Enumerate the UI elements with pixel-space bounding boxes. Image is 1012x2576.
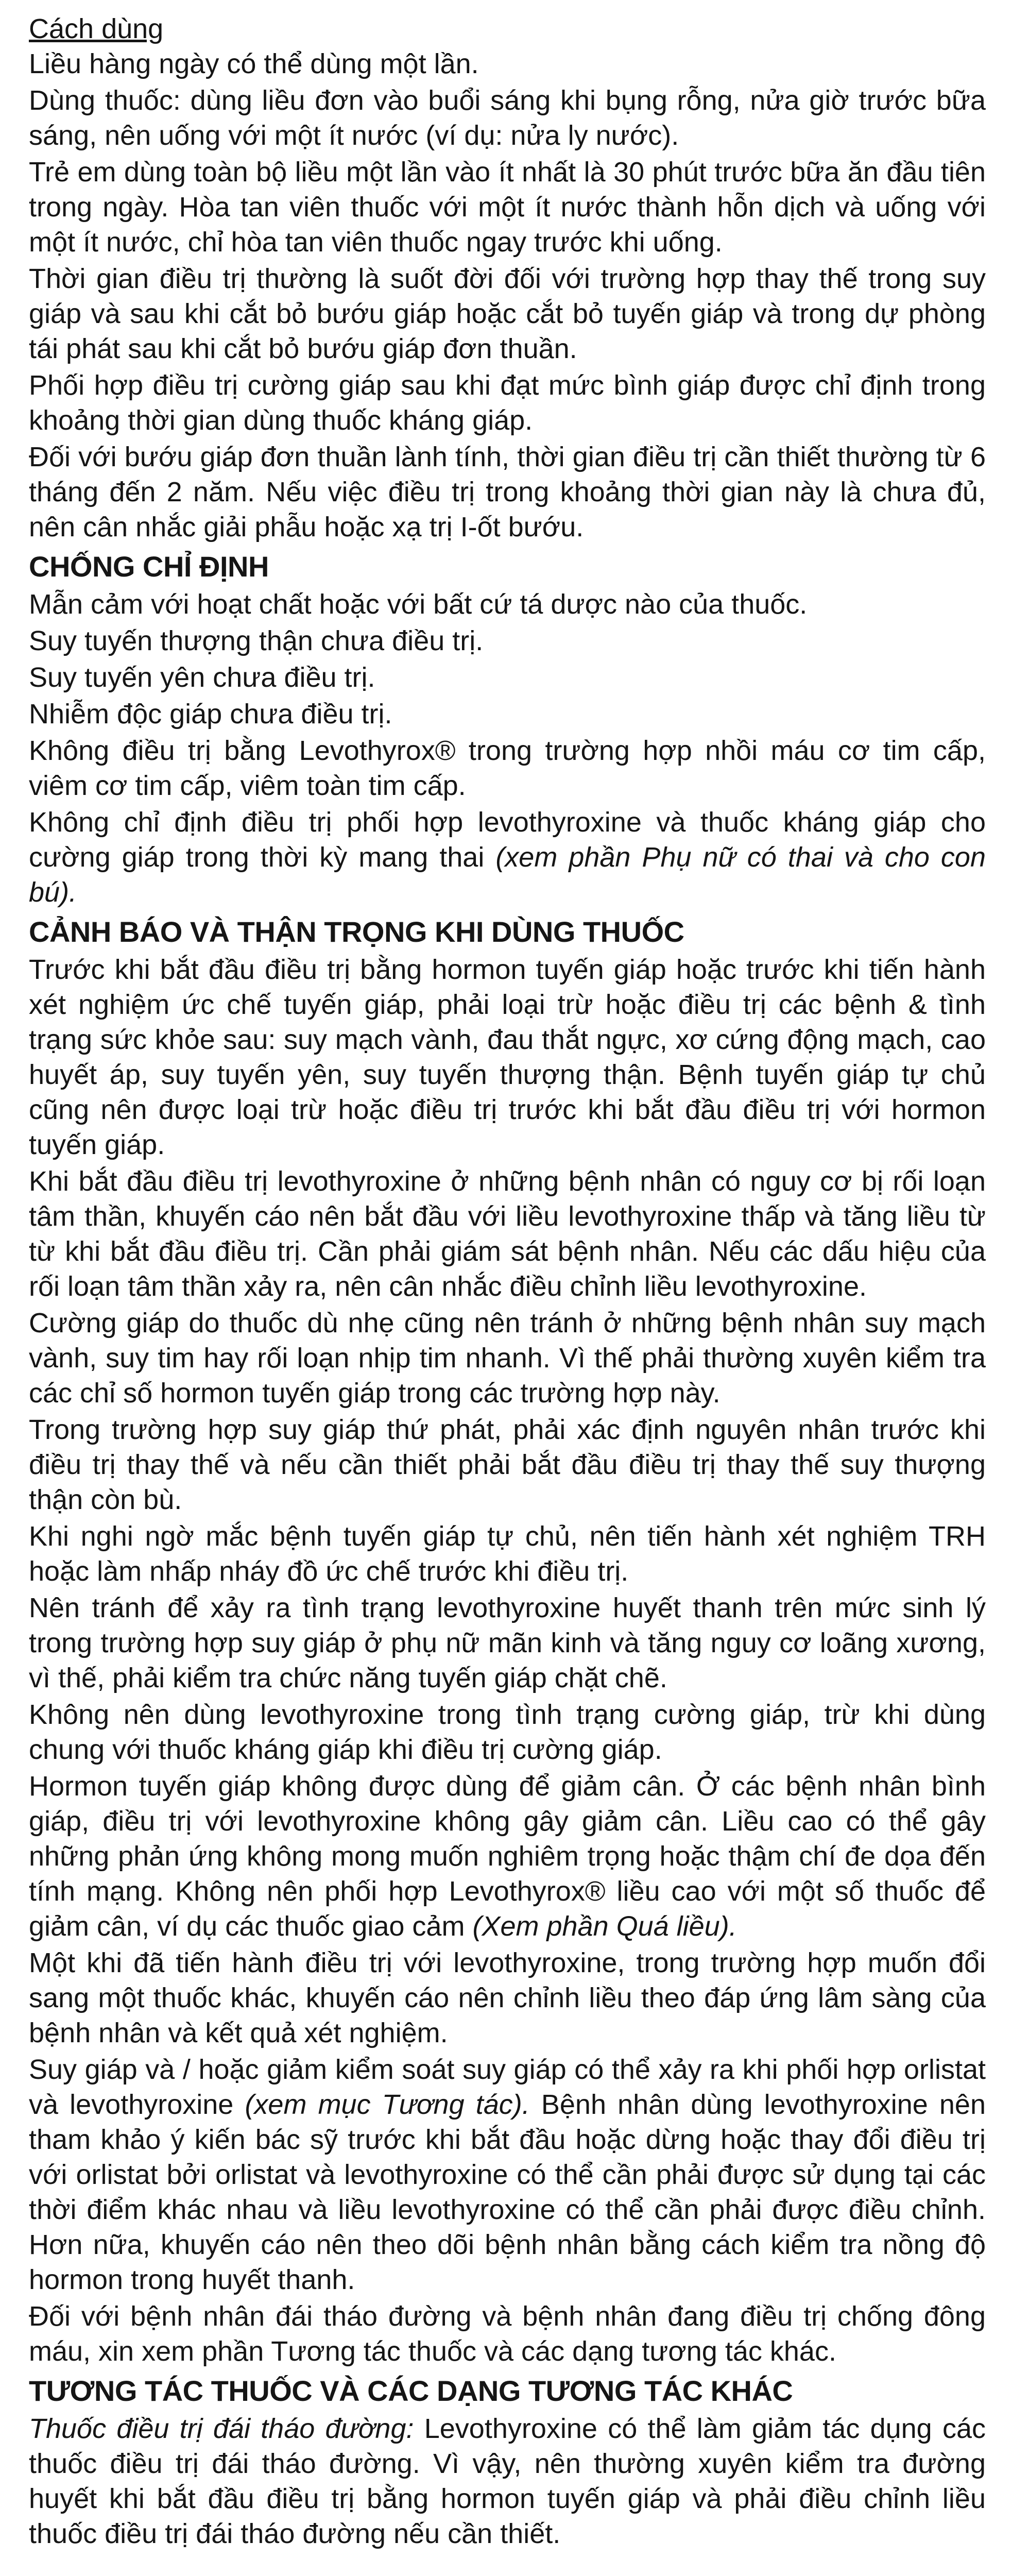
contraindication-6-reference: (xem phần Phụ nữ có thai và cho con bú). xyxy=(29,842,986,908)
warning-paragraph-1: Trước khi bắt đầu điều trị bằng hormon tuyến giáp hoặc trước khi tiến hành xét nghiệm ức chế tuyến giáp, phải loại trừ hoặc điều trị các bệnh & tình trạng sức khỏe sau: suy mạch vành, đau thắt ngực, xơ cứng động mạch, cao huyết áp, suy tuyến yên, suy tuyến thượng thận. Bệnh tuyến giáp tự chủ cũng nên được loại trừ hoặc điều trị trước khi bắt đầu điều trị với hormon tuyến giáp. xyxy=(29,954,986,1160)
usage-paragraph-1: Liều hàng ngày có thể dùng một lần. xyxy=(29,48,479,79)
usage-paragraph-3: Trẻ em dùng toàn bộ liều một lần vào ít nhất là 30 phút trước bữa ăn đầu tiên trong ngày. Hòa tan viên thuốc với một ít nước thành hỗn dịch và uống với một ít nước, chỉ hòa tan viên thuốc ngay trước khi uống. xyxy=(29,157,986,258)
warning-weight-loss xyxy=(29,1769,986,1944)
contraindication-6 xyxy=(29,805,986,910)
contraindication-4: Nhiễm độc giáp chưa điều trị. xyxy=(29,699,392,730)
warning-orlistat-text-1: Suy giáp và / hoặc giảm kiểm soát suy giáp có thể xảy ra khi phối hợp orlistat và levothyroxine xyxy=(29,2054,986,2120)
interactions-heading: TƯƠNG TÁC THUỐC VÀ CÁC DẠNG TƯƠNG TÁC KHÁC xyxy=(29,2375,793,2407)
contraindication-6-text: Không chỉ định điều trị phối hợp levothyroxine và thuốc kháng giáp cho cường giáp trong thời kỳ mang thai xyxy=(29,807,986,873)
usage-section xyxy=(29,11,986,545)
interactions-section xyxy=(29,2373,986,2551)
warning-paragraph-3: Cường giáp do thuốc dù nhẹ cũng nên tránh ở những bệnh nhân suy mạch vành, suy tim hay rối loạn nhịp tim nhanh. Vì thế phải thường xuyên kiểm tra các chỉ số hormon tuyến giáp trong các trường hợp này. xyxy=(29,1308,986,1409)
warning-weight-loss-reference: (Xem phần Quá liều). xyxy=(472,1911,737,1942)
warning-orlistat xyxy=(29,2052,986,2297)
interaction-antidiabetic-text: Levothyroxine có thể làm giảm tác dụng các thuốc điều trị đái tháo đường. Vì vậy, nên thường xuyên kiểm tra đường huyết khi bắt đầu điều trị bằng hormon tuyến giáp và phải điều chỉnh liều thuốc điều trị đái tháo đường nếu cần thiết. xyxy=(29,2413,986,2549)
usage-heading: Cách dùng xyxy=(29,13,164,44)
warning-paragraph-7: Không nên dùng levothyroxine trong tình trạng cường giáp, trừ khi dùng chung với thuốc kháng giáp khi điều trị cường giáp. xyxy=(29,1699,986,1765)
usage-paragraph-6: Đối với bướu giáp đơn thuần lành tính, thời gian điều trị cần thiết thường từ 6 tháng đến 2 năm. Nếu việc điều trị trong khoảng thời gian này là chưa đủ, nên cân nhắc giải phẫu hoặc xạ trị I-ốt bướu. xyxy=(29,442,986,543)
interaction-antidiabetic-label: Thuốc điều trị đái tháo đường: xyxy=(29,2413,414,2444)
warnings-heading: CẢNH BÁO VÀ THẬN TRỌNG KHI DÙNG THUỐC xyxy=(29,916,684,948)
warning-paragraph-5: Khi nghi ngờ mắc bệnh tuyến giáp tự chủ, nên tiến hành xét nghiệm TRH hoặc làm nhấp nháy đồ ức chế trước khi điều trị. xyxy=(29,1521,986,1587)
contraindications-section xyxy=(29,549,986,910)
usage-paragraph-5: Phối hợp điều trị cường giáp sau khi đạt mức bình giáp được chỉ định trong khoảng thời gian dùng thuốc kháng giáp. xyxy=(29,370,986,436)
contraindication-1: Mẫn cảm với hoạt chất hoặc với bất cứ tá dược nào của thuốc. xyxy=(29,589,808,620)
warning-switch-drug: Một khi đã tiến hành điều trị với levothyroxine, trong trường hợp muốn đổi sang một thuốc khác, khuyến cáo nên chỉnh liều theo đáp ứng lâm sàng của bệnh nhân và kết quả xét nghiệm. xyxy=(29,1947,986,2048)
usage-paragraph-2: Dùng thuốc: dùng liều đơn vào buổi sáng khi bụng rỗng, nửa giờ trước bữa sáng, nên uống với một ít nước (ví dụ: nửa ly nước). xyxy=(29,85,986,151)
usage-paragraph-4: Thời gian điều trị thường là suốt đời đối với trường hợp thay thế trong suy giáp và sau khi cắt bỏ bướu giáp hoặc cắt bỏ tuyến giáp và trong dự phòng tái phát sau khi cắt bỏ bướu giáp đơn thuần. xyxy=(29,263,986,364)
contraindication-3: Suy tuyến yên chưa điều trị. xyxy=(29,662,375,693)
contraindication-5: Không điều trị bằng Levothyrox® trong trường hợp nhồi máu cơ tim cấp, viêm cơ tim cấp, viêm toàn tim cấp. xyxy=(29,735,986,801)
contraindications-heading: CHỐNG CHỈ ĐỊNH xyxy=(29,550,269,583)
contraindication-2: Suy tuyến thượng thận chưa điều trị. xyxy=(29,625,484,656)
document xyxy=(29,11,986,2553)
warning-paragraph-4: Trong trường hợp suy giáp thứ phát, phải xác định nguyên nhân trước khi điều trị thay thế và nếu cần thiết phải bắt đầu điều trị thay thế suy thượng thận còn bù. xyxy=(29,1414,986,1515)
warning-paragraph-6: Nên tránh để xảy ra tình trạng levothyroxine huyết thanh trên mức sinh lý trong trường hợp suy giáp ở phụ nữ mãn kinh và tăng nguy cơ loãng xương, vì thế, phải kiểm tra chức năng tuyến giáp chặt chẽ. xyxy=(29,1592,986,1693)
warning-weight-loss-text: Hormon tuyến giáp không được dùng để giảm cân. Ở các bệnh nhân bình giáp, điều trị với levothyroxine không gây giảm cân. Liều cao có thể gây những phản ứng không mong muốn nghiêm trọng hoặc thậm chí đe dọa đến tính mạng. Không nên phối hợp Levothyrox® liều cao với một số thuốc để giảm cân, ví dụ các thuốc giao cảm xyxy=(29,1771,986,1942)
warnings-section xyxy=(29,914,986,2369)
interaction-antidiabetic xyxy=(29,2411,986,2551)
warning-diabetic: Đối với bệnh nhân đái tháo đường và bệnh nhân đang điều trị chống đông máu, xin xem phần Tương tác thuốc và các dạng tương tác khác. xyxy=(29,2301,986,2367)
warning-orlistat-text-2: Bệnh nhân dùng levothyroxine nên tham khảo ý kiến bác sỹ trước khi bắt đầu hoặc dừng hoặc thay đổi điều trị với orlistat bởi orlistat và levothyroxine có thể cần phải được sử dụng tại các thời điểm khác nhau và liều levothyroxine có thể cần phải được điều chỉnh. Hơn nữa, khuyến cáo nên theo dõi bệnh nhân bằng cách kiểm tra nồng độ hormon trong huyết thanh. xyxy=(29,2089,986,2295)
warning-orlistat-reference: (xem mục Tương tác). xyxy=(245,2089,530,2120)
warning-paragraph-2: Khi bắt đầu điều trị levothyroxine ở những bệnh nhân có nguy cơ bị rối loạn tâm thần, khuyến cáo nên bắt đầu với liều levothyroxine thấp và tăng liều từ từ khi bắt đầu điều trị. Cần phải giám sát bệnh nhân. Nếu các dấu hiệu của rối loạn tâm thần xảy ra, nên cân nhắc điều chỉnh liều levothyroxine. xyxy=(29,1166,986,1302)
